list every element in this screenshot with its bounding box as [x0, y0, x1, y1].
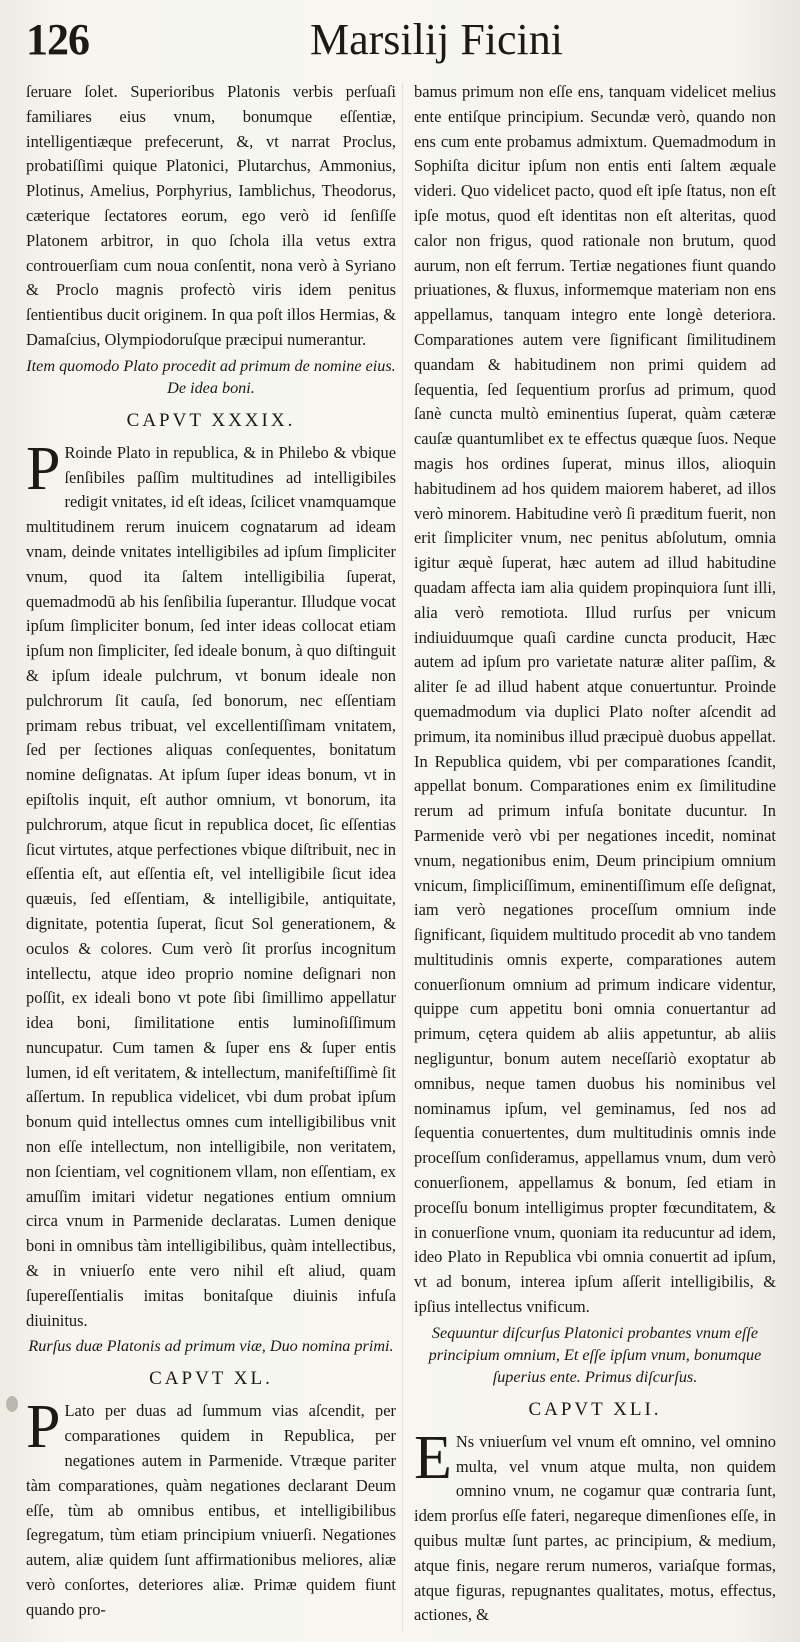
paragraph-chapter-41: [414, 1423, 776, 1628]
right-column: [414, 80, 776, 1628]
paragraph-continued: bamus primum non eſſe ens, tanquam videlicet melius ente entiſque principium. Secundæ verò, quando non ens cum ente probamus admixtum. Quemadmodum in Sophiſta dicitur ipſum non entis enti ſaltem æquale videri. Quo videlicet pacto, quod eſt ipſe ſtatus, non eſt ipſe motus, quod eſt identitas non eſt alteritas, quod calor non frigus, quod rationale non brutum, quod aurum, non eſt ferrum. Tertiæ negationes fiunt quando priuationes, & fluxus, informemque materiam non ens appellamus, tanquam integro ente longè deteriora. Comparationes autem vere ſignificant ſimilitudinem quandam & habitudinem non primi quidem ad ſequentia, ſed ſequentium prorſus ad primum, quod ſanè cuncta multò eminentius ſuperat, quàm cæteræ cauſæ quantumlibet ex te effectus quæque ſuos. Neque magis hos ordines ſuperat, minus illos, alioquin habitudinem ad hos quidem maiorem haberet, ad illos verò minorem. Habitudine verò ſi præditum fuerit, non erit ſimpliciter vnum, nec penitus abſolutum, omnia igitur æquè ſuperat, hæc autem ad illud habitudine quadam affecta iam alia quidem propinquiora ſunt illi, alia verò remotiota. Illud rurſus per vnicum indiuiduumque quaſi cardine cuncta producit, Hæc autem ad ipſum pro varietate naturæ aliter paſſim, & aliter ſe ad illud habent atque conuertuntur. Proinde quemadmodum via duplici Plato noſter aſcendit ad primum, ita nominibus illud præcipuè duobus appellat. In Republica quidem, vbi per comparationes ſcandit, appellat bonum. Comparationes enim ex ſimilitudine rerum ad primum infuſa bonitate ducuntur. In Parmenide verò vbi per negationes incedit, nominat vnum, negationibus enim, Deum principium omnium vnicum, ſimpliciſſimum, eminentiſſimum eſſe deſignat, iam verò negationes proceſſum omnium inde ſignificant, ſiquidem multitudo procedit ab vno tandem multitudinis omnis experte, comparationes autem conuerſionum omnium ad primum indicare videntur, quippe cum appetitu boni omnia conuertantur ad primum, cętera quidem ab aliis appetuntur, ab aliis negliguntur, bonum autem neceſſariò exoptatur ab omnibus, neque tamen duobus his nominibus vel nominamus ipſum, vel geminamus, ſed nos ad ſequentia conuertentes, dum multitudinis omnis inde proceſſum conſideramus, appellamus vnum, dum verò conuerſionem, appellamus & bonum, ſed etiam in proceſſu bonum intelligimus propter fœcunditatem, & in conuerſione vnum, quoniam ita reducuntur ad idem, ideo Plato in Republica vbi omnia conuertit ad ipſum, vt ad bonum, interea ipſum aſſerit intelligibilis, & ipſius intellectus vnificum.: [414, 82, 776, 1317]
paragraph-text: Ns vniuerſum vel vnum eſt omnino, vel omnino multa, vel vnum atque multa, non quidem omnino vnum, ne cogamur quæ contraria ſunt, idem prorſus eſſe fateri, negareque dimenſiones eſſe, in quibus multæ ſunt partes, ac principium, & medium, atque finis, negare rerum numeros, variaſque formas, atque figuras, repugnantes qualitates, motus, effectus, actiones, &: [414, 1431, 776, 1625]
paragraph-intro: ſeruare ſolet. Superioribus Platonis verbis perſuaſi familiares eius vnum, bonumque eſſentiæ, intelligentiæque prefecerunt, &, vt narrat Proclus, probatiſſimi quique Platonici, Plutarchus, Ammonius, Plotinus, Amelius, Porphyrius, Iamblichus, Theodorus, cæterique ſectatores eorum, ego verò id ſenſiſſe Platonem arbitror, in quo ſchola illa vetus extra controuerſiam cum noua conſentit, nona verò à Syriano & Proclo magnis profectò viris idem penitus ſentientibus ducit originem. In qua poſt illos Hermias, & Damaſcius, Olympiodoruſque præcipui numerantur.: [26, 82, 396, 349]
paragraph-text: Roinde Plato in republica, & in Philebo & vbique ſenſibiles paſſim multitudines ad intelligibiles redigit vnitates, id eſt ideas, ſcilicet vnamquamque multitudinem rerum inuicem cognatarum ad ideam vnam, deinde vnitates intelligibiles ad ipſum ſimpliciter vnum, quod ita ſaltem intelligibilia ſuperat, quemadmodū ab his ſenſibilia ſuperantur. Illudque vocat ipſum ſimpliciter bonum, ſed inter ideas collocat etiam ipſum non ſimpliciter, ſed ideale bonum, à quo diſtinguit & ipſum ideale pulchrum, vt bonum ideale non pulchrorum ſit cauſa, ſed bonorum, nec eſſentiam primam rebus tribuat, vel excellentiſſimam vnitatem, ſed per ſectiones aliquas conſequentes, bonitatum nomine deſignatas. At ipſum ſuper ideas bonum, vt in epiſtolis inquit, eſt author omnium, vt bonorum, ita pulchrorum, atque ſicut in republica docet, ſic eſſentias ſicut virtutes, atque perfectiones vbique diſtribuit, nec in eſſentia eſt, aut eſſentia eſt, vel intelligibile ſicut idea quæuis, ſed eſſentiam, & intelligibile, antiquitate, dignitate, potentia ſuperat, ſicut Sol generationem, & oculos & colores. Cum verò ſit prorſus incognitum intellectu, atque ideo proprio nomine deſignari non poſſit, ex ideali bono vt pote ſibi ſimillimo appellatur idea boni, ſimilitatione entis luminoſiſſimum nuncupatur. Cum tamen & ſuper ens & ſuper entis lumen, id eſt veritatem, & intellectum, manifeſtiſſimè ſit aſſertum. In republica videlicet, vbi dum probat ipſum bonum quid intellectus omnes cum intelligibilibus vnit non eſſe intellectum, non intelligibile, non veritatem, non ſcientiam, vel cognitionem vllam, non eſſentiam, ex amuſſim imitari videtur negationes entium omnium circa vnum in Parmenide declaratas. Lumen denique boni in omnibus tàm intelligibilibus, quàm intellectibus, & in vniuerſo ente vero nihil eſt aliud, quam ſupereſſentialis imitas bonitaſque diuinis infuſa diuinitus.: [26, 442, 396, 1330]
chapter-heading-41: CAPVT XLI.: [528, 1398, 662, 1420]
chapter-heading-40: CAPVT XL.: [149, 1368, 273, 1390]
page-header: [0, 0, 800, 78]
paragraph-chapter-40: [26, 1393, 396, 1622]
chapter-rubric-40: Rurſus duæ Platonis ad primum viæ, Duo nomina primi.: [28, 1337, 394, 1356]
chapter-rubric-41: Sequuntur diſcurſus Platonici probantes vnum eſſe principium omnium, Et eſſe ipſum vnum, bonumque ſuperius ente. Primus diſcurſus.: [428, 1323, 762, 1386]
left-column: [26, 80, 396, 1623]
drop-cap: E: [414, 1423, 452, 1492]
paper-blemish: [6, 1396, 18, 1412]
drop-cap: P: [26, 1393, 61, 1462]
paragraph-text: Lato per duas ad ſummum vias aſcendit, per comparationes quidem in Republica, per negationes autem in Parmenide. Vtræque pariter tàm comparationes, quàm negationes declarant Deum eſſe, tùm ab omnibus entibus, et intelligibilibus ſegregatum, tùm etiam principium vniuerſi. Negationes autem, aliæ quidem ſunt affirmationibus meliores, aliæ verò conſortes, deteriores aliæ. Primæ quidem fiunt quando pro-: [26, 1401, 396, 1619]
column-gutter: [402, 82, 403, 1632]
paragraph-chapter-39: [26, 434, 396, 1334]
chapter-rubric-39: Item quomodo Plato procedit ad primum de nomine eius. De idea boni.: [26, 356, 396, 397]
running-head: Marsilij Ficini: [310, 15, 563, 64]
page-number: 126: [26, 15, 89, 64]
drop-cap: P: [26, 434, 61, 503]
chapter-heading-39: CAPVT XXXIX.: [126, 409, 296, 431]
